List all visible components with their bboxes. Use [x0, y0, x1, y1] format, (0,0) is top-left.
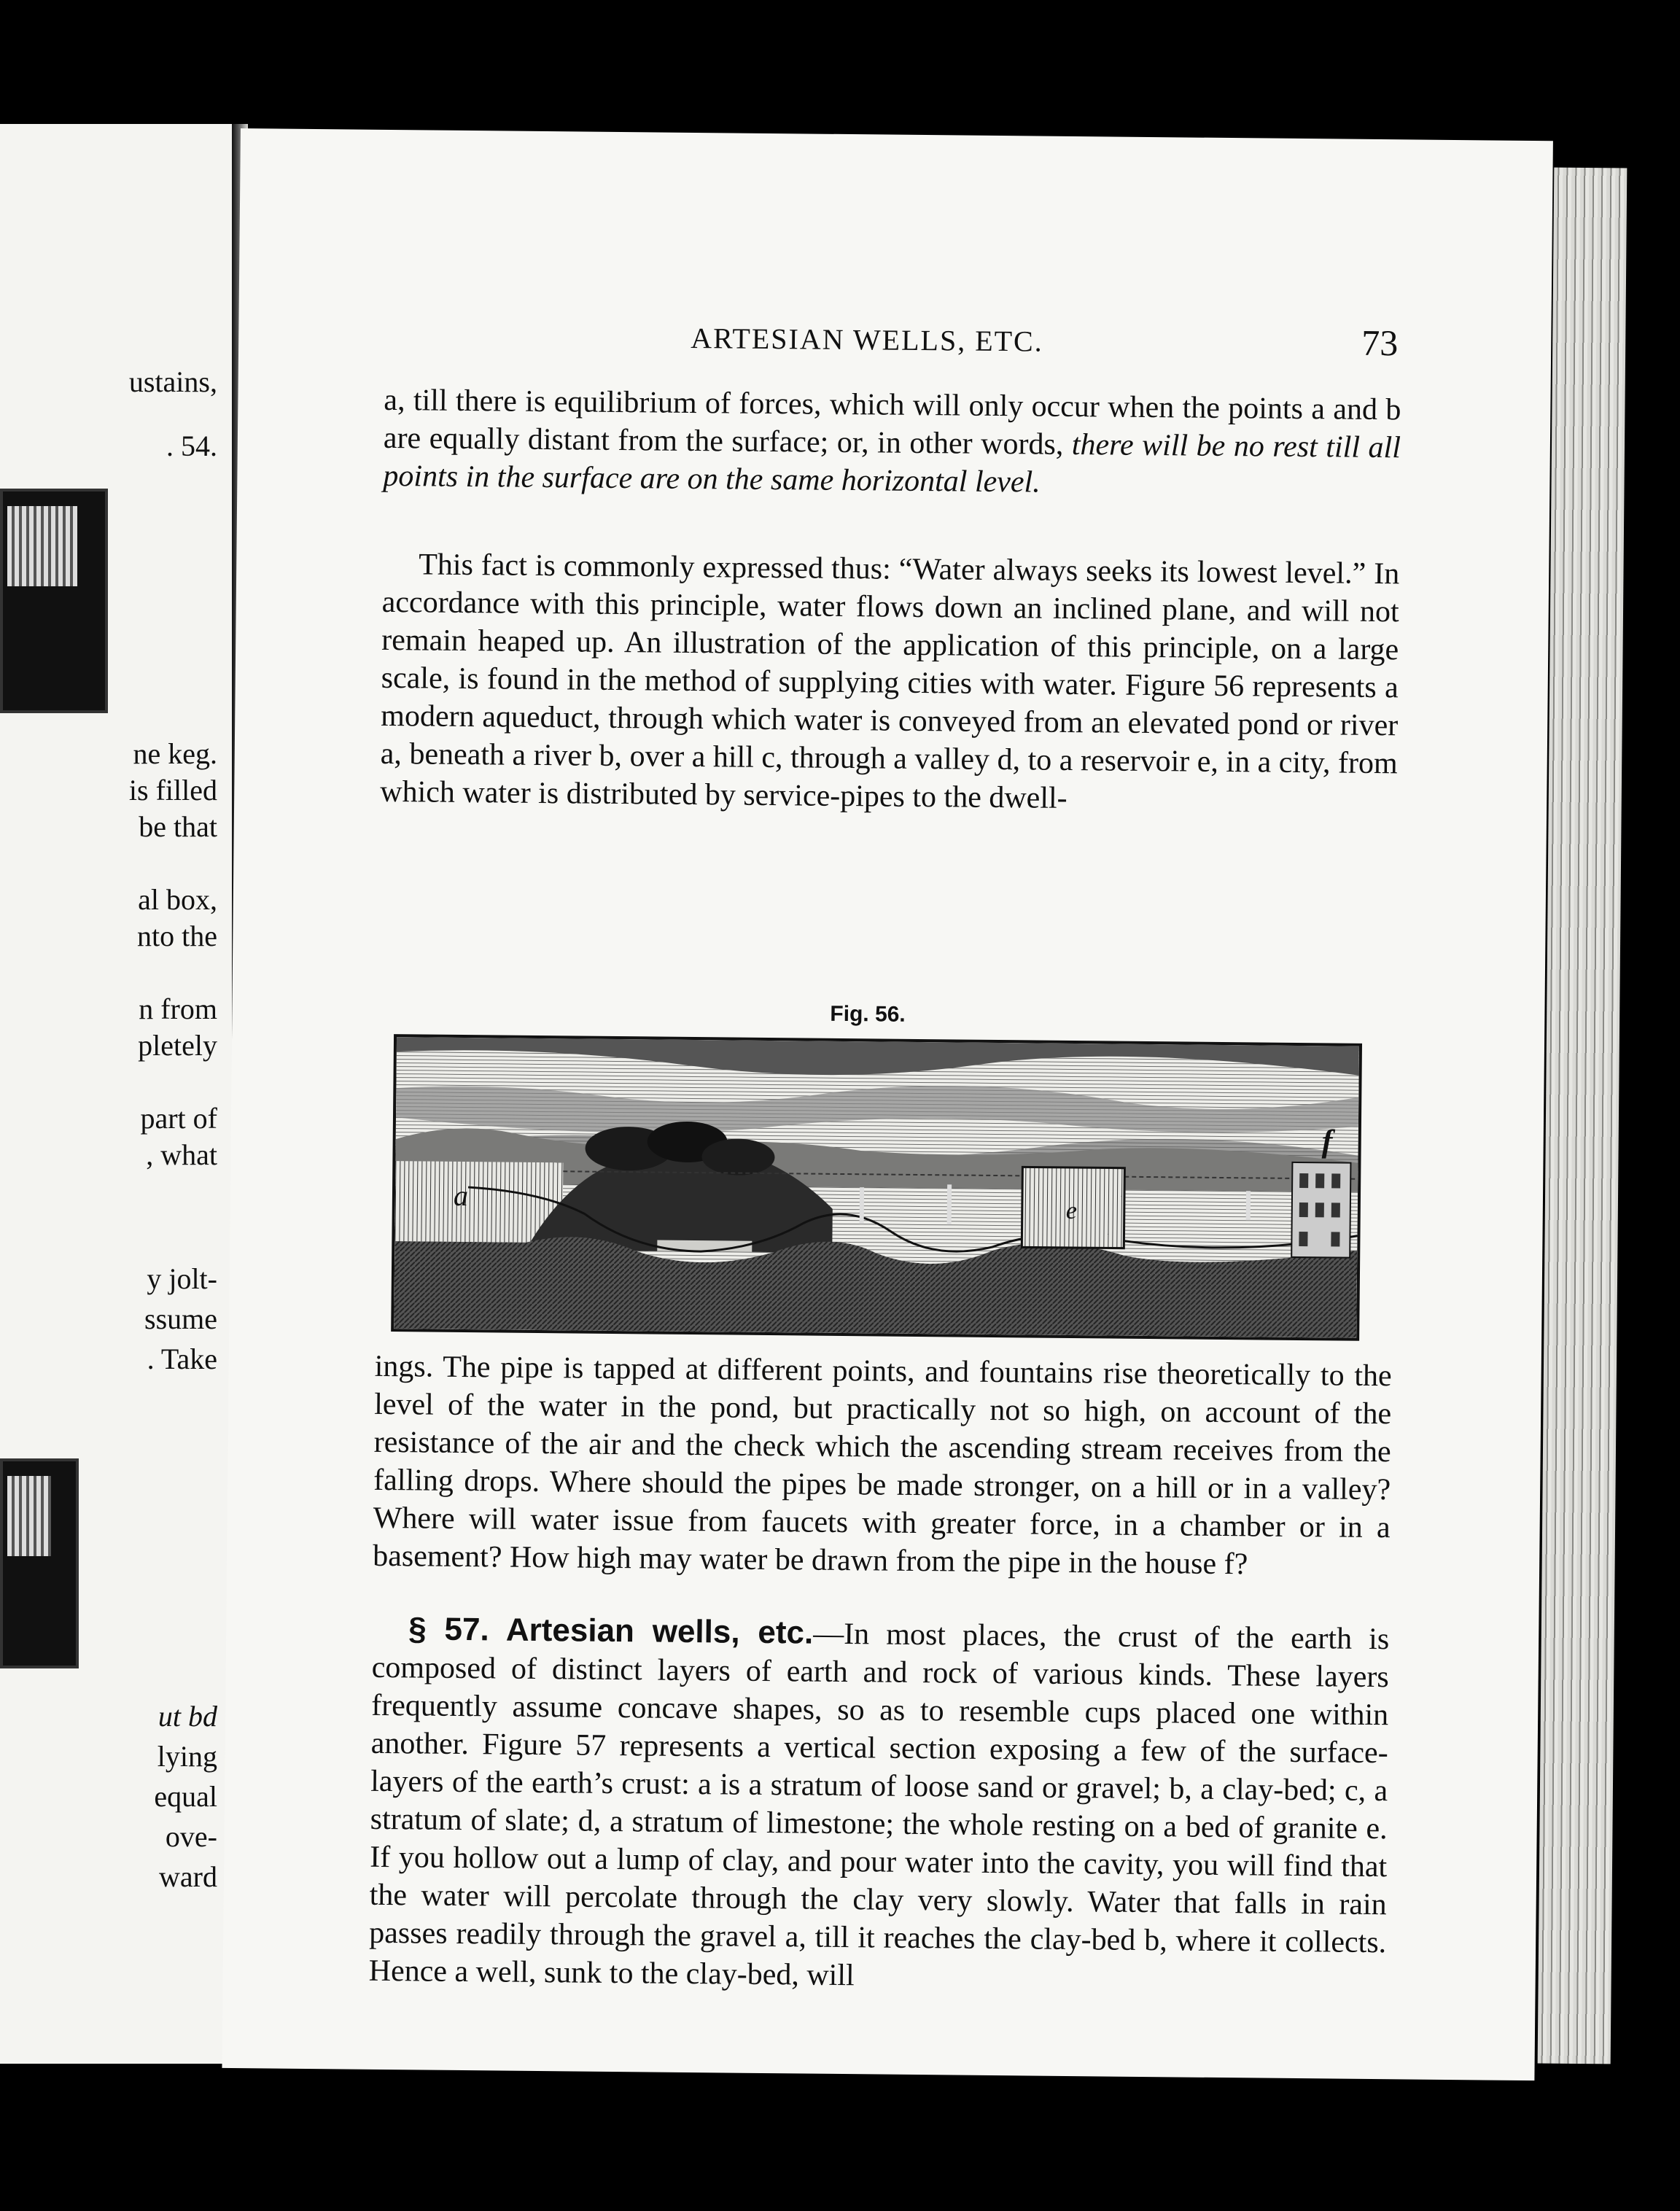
left-page-line: be that — [139, 810, 217, 843]
left-page-line: al box, — [138, 883, 217, 916]
paragraph-text: a, till there is equilibrium of forces, which will only occur when the points a and b are equally distant from the surface; or, in other words, — [383, 383, 1401, 462]
left-page-line: y jolt- — [147, 1262, 217, 1295]
left-page-line: lying — [157, 1740, 217, 1773]
left-page-line: pletely — [138, 1029, 217, 1062]
left-page-line: ove- — [165, 1820, 217, 1853]
italic-text: there will be no rest till all points in the surface are on the same horizontal level. — [383, 427, 1401, 500]
label-f: f — [1321, 1123, 1333, 1159]
left-page-line: nto the — [137, 920, 217, 952]
left-page-figure — [0, 1458, 79, 1668]
left-page-line: . 54. — [166, 430, 217, 462]
page-edges — [1538, 168, 1628, 2064]
left-page-line: equal — [154, 1780, 217, 1813]
left-page-line: ward — [159, 1860, 217, 1893]
section-57 — [369, 1610, 1390, 2000]
left-page-line: ustains, — [128, 365, 217, 398]
book-page — [222, 128, 1552, 2080]
label-a: a — [453, 1178, 469, 1213]
left-facing-page — [0, 124, 236, 2064]
left-page-line: n from — [139, 992, 217, 1025]
paragraph-fountains — [373, 1348, 1392, 1585]
section-body: —In most places, the crust of the earth is composed of distinct layers of earth and rock of various kinds. These layers frequently assume concave shapes, so as to resemble cups placed one within another. Figure 57 represents a vertical section exposing a few of the surface-layers of the earth’s crust: a is a stratum of loose sand or gravel; b, a clay-bed; c, a stratum of slate; d, a stratum of limestone; the whole resting on a bed of granite e. If you hollow out a lump of clay, and pour water into the cavity, you will find that the water will percolate through the clay very slowly. Water that falls in rain passes readily through the gravel a, till it reaches the clay-bed b, where it collects. Hence a well, sunk to the clay-bed, will — [368, 1617, 1390, 1993]
section-heading: § 57. Artesian wells, etc. — [408, 1611, 814, 1651]
label-e: e — [1065, 1197, 1078, 1225]
aqueduct-illustration — [394, 1037, 1359, 1338]
left-page-line: ne keg. — [133, 737, 217, 770]
left-page-line: part of — [140, 1102, 217, 1135]
left-page-line: is filled — [128, 774, 217, 807]
aqueduct-figure — [391, 1034, 1362, 1341]
left-page-line: , what — [146, 1138, 217, 1171]
left-page-line: . Take — [147, 1342, 217, 1375]
paragraph-water-level — [380, 545, 1399, 820]
running-head: ARTESIAN WELLS, ETC. — [691, 321, 1043, 358]
paragraph-continuation — [383, 381, 1401, 505]
left-page-line: ssume — [144, 1302, 217, 1335]
paragraph-text: This fact is commonly expressed thus: “Water always seeks its lowest level.” In accordance with this principle, water flows down an inclined plane, and will not remain heaped up. An illustration of the application of this principle, on a large scale, is found in the method of supplying cities with water. Figure 56 represents a modern aqueduct, through which water is conveyed from an elevated pond or river a, beneath a river b, over a hill c, through a valley d, to a reservoir e, in a city, from which water is distributed by service-pipes to the dwell- — [380, 548, 1400, 815]
figure-caption: Fig. 56. — [830, 1001, 906, 1027]
left-page-figure — [0, 489, 108, 713]
paragraph-text: ings. The pipe is tapped at different points, and fountains rise theoretically to the level of the water in the pond, but practically not so high, on account of the resistance of the air and the check which the ascending stream receives from the falling drops. Where should the pipes be made stronger, on a hill or in a valley? Where will water issue from faucets with greater force, in a chamber or in a basement? How high may water be drawn from the pipe in the house f? — [372, 1349, 1392, 1582]
left-page-line: ut bd — [158, 1700, 217, 1733]
page-number: 73 — [1361, 322, 1399, 364]
